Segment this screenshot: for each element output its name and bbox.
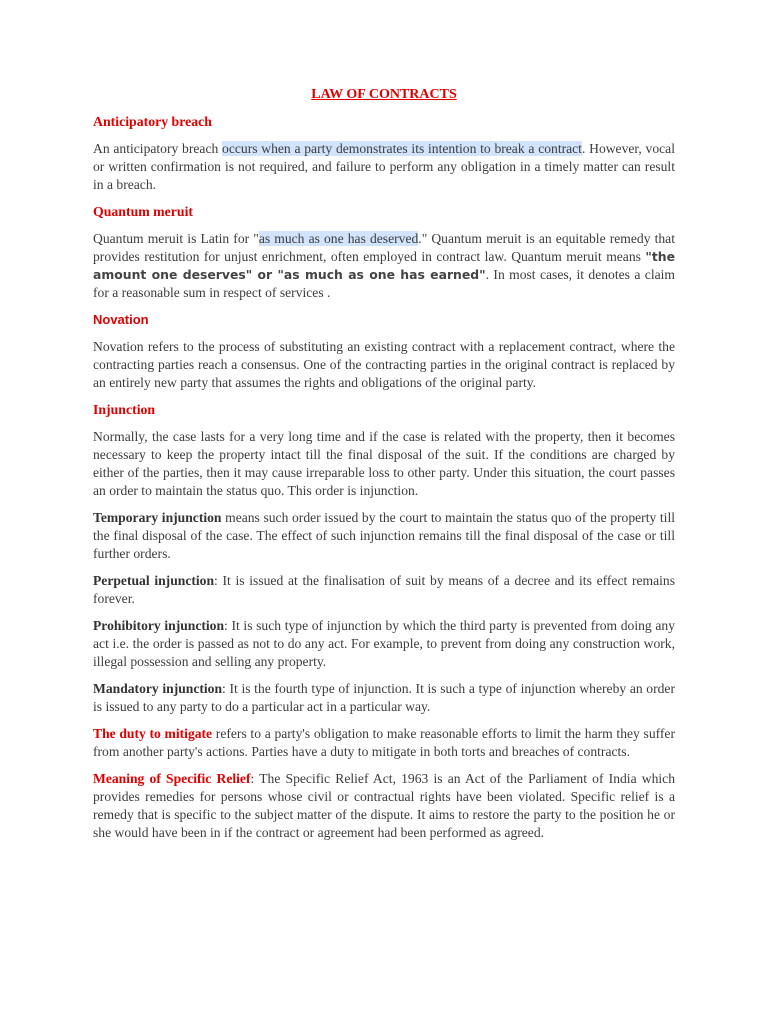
paragraph-quantum-meruit	[93, 230, 675, 302]
paragraph-perpetual-injunction	[93, 572, 675, 608]
paragraph-specific-relief	[93, 770, 675, 842]
text-run: : It is such type of injunction by which the third party is prevented from doing any act i.e. the order is passed as not to do any act. For example, to prevent from doing any construction work, illegal possession and selling any property.	[93, 618, 675, 669]
document-page	[93, 86, 675, 851]
paragraph-novation: Novation refers to the process of substituting an existing contract with a replacement contract, where the contracting parties reach a consensus. One of the contracting parties in the original contract is replaced by an entirely new party that assumes the rights and obligations of the original party.	[93, 339, 675, 390]
document-title: LAW OF CONTRACTS	[311, 87, 457, 102]
heading-novation: Novation	[93, 312, 149, 327]
paragraph-prohibitory-injunction	[93, 617, 675, 671]
heading-quantum-meruit: Quantum meruit	[93, 204, 194, 219]
term-specific-relief: Meaning of Specific Relief	[93, 771, 251, 786]
bold-text: "the amount one deserves" or "as much as one has earned"	[93, 249, 675, 282]
term-mandatory-injunction: Mandatory injunction	[93, 681, 223, 696]
text-run: : It is issued at the finalisation of suit by means of a decree and its effect remains forever.	[93, 573, 675, 606]
highlighted-text: occurs when a party demonstrates its intention to break a contract	[222, 141, 582, 156]
term-perpetual-injunction: Perpetual injunction	[93, 573, 215, 588]
text-run: : The Specific Relief Act, 1963 is an Act of the Parliament of India which provides remedies for persons whose civil or contractual rights have been violated. Specific relief is a remedy that is specific to the subject matter of the dispute. It aims to restore the party to the position he or she would have been in if the contract or agreement had been performed as agreed.	[93, 771, 676, 840]
paragraph-duty-to-mitigate	[93, 725, 675, 761]
highlighted-text: as much as one has deserved	[258, 231, 419, 246]
term-duty-to-mitigate: The duty to mitigate	[93, 726, 213, 741]
paragraph-mandatory-injunction	[93, 680, 675, 716]
text-run: means such order issued by the court to maintain the status quo of the property till the final disposal of the case. The effect of such injunction remains till the final disposal of the case or till further orders.	[93, 510, 675, 561]
paragraph-temporary-injunction	[93, 509, 675, 563]
heading-injunction: Injunction	[93, 402, 156, 417]
text-run: An anticipatory breach	[93, 141, 223, 156]
text-run: . In most cases, it denotes a claim for a reasonable sum in respect of services .	[93, 267, 675, 300]
heading-anticipatory-breach: Anticipatory breach	[93, 114, 212, 129]
text-run: . However, vocal or written confirmation is not required, and failure to perform any obligation in a timely matter can result in a breach.	[93, 141, 675, 192]
text-run: refers to a party's obligation to make reasonable efforts to limit the harm they suffer from another party's actions. Parties have a duty to mitigate in both torts and breaches of contracts.	[93, 726, 675, 759]
term-prohibitory-injunction: Prohibitory injunction	[93, 618, 225, 633]
term-temporary-injunction: Temporary injunction	[93, 510, 222, 525]
text-run: ." Quantum meruit is an equitable remedy that provides restitution for unjust enrichment, often employed in contract law. Quantum meruit means	[93, 231, 675, 264]
text-run: Quantum meruit is Latin for "	[93, 231, 259, 246]
text-run: : It is the fourth type of injunction. It is such a type of injunction whereby an order is issued to any party to do a particular act in a particular way.	[93, 681, 675, 714]
paragraph-injunction: Normally, the case lasts for a very long time and if the case is related with the property, then it becomes necessary to keep the property intact till the final disposal of the suit. If the conditions are charged by either of the parties, then it may cause irreparable loss to other party. Under this situation, the court passes an order to maintain the status quo. This order is injunction.	[93, 429, 675, 498]
paragraph-anticipatory-breach	[93, 140, 675, 194]
